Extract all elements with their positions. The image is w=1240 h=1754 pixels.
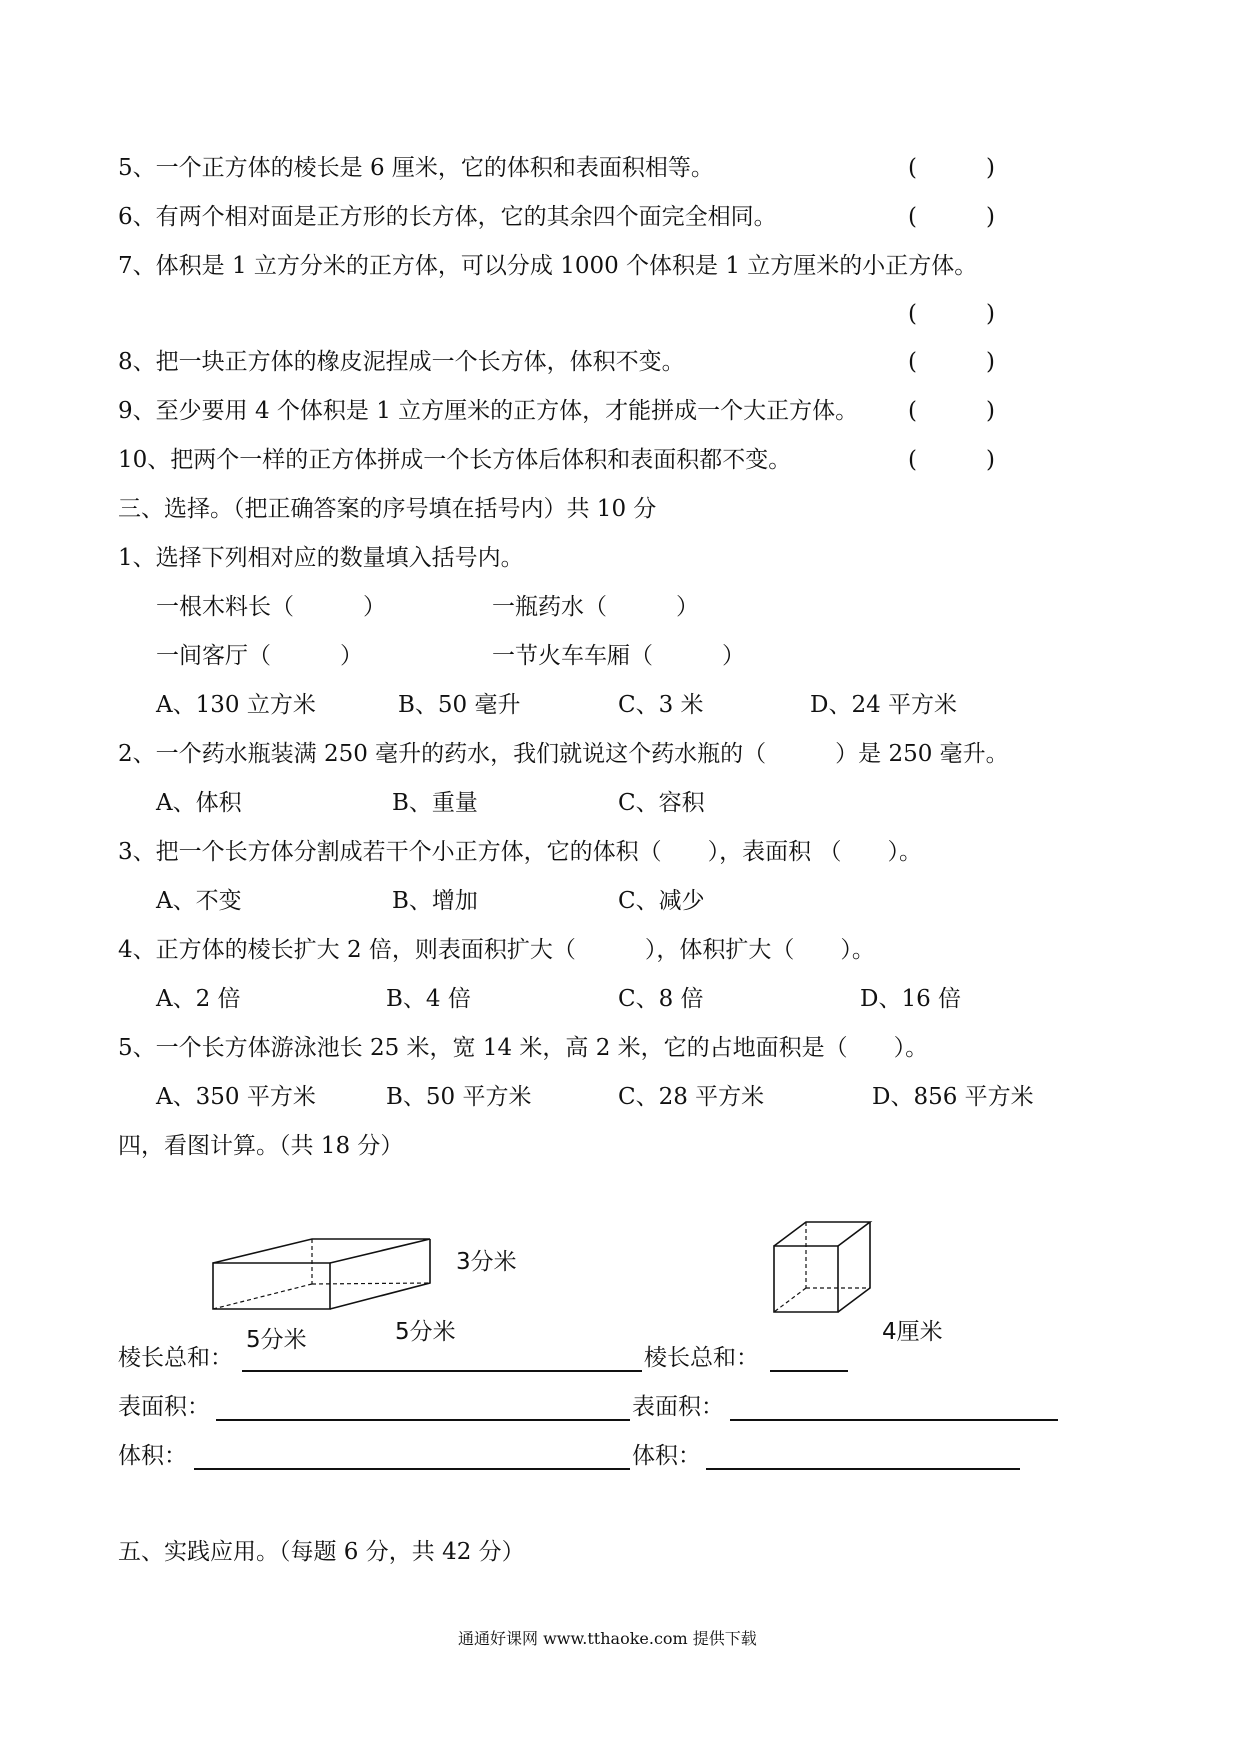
edge-sum-answer-line-right[interactable] (770, 1370, 848, 1372)
edge-sum-answer-line-left[interactable] (242, 1370, 642, 1372)
choice-q5-stem: 5、一个长方体游泳池长 25 米，宽 14 米，高 2 米，它的占地面积是（ ）。 (118, 1035, 929, 1061)
q1-blank-carriage[interactable]: 一节火车车厢（ ） (492, 643, 745, 669)
judge-item-9: 9、至少要用 4 个体积是 1 立方厘米的正方体，才能拼成一个大正方体。 (118, 398, 859, 424)
q3-option-b: B、增加 (392, 888, 478, 914)
q5-option-c: C、28 平方米 (618, 1084, 765, 1110)
volume-answer-line-left[interactable] (194, 1468, 630, 1470)
q4-option-b: B、4 倍 (386, 986, 471, 1012)
volume-answer-line-right[interactable] (706, 1468, 1020, 1470)
answer-paren[interactable]: ( ) (908, 301, 995, 327)
q1-blank-room[interactable]: 一间客厅（ ） (156, 643, 363, 669)
q4-option-a: A、2 倍 (156, 986, 241, 1012)
choice-q1-stem: 1、选择下列相对应的数量填入括号内。 (118, 545, 524, 571)
volume-label-right: 体积： (632, 1443, 701, 1469)
q1-option-a: A、130 立方米 (156, 692, 316, 718)
judge-item-5: 5、一个正方体的棱长是 6 厘米，它的体积和表面积相等。 (118, 155, 714, 181)
cube-edge-label: 4厘米 (882, 1319, 943, 1345)
q1-option-d: D、24 平方米 (810, 692, 958, 718)
judge-item-8: 8、把一块正方体的橡皮泥捏成一个长方体，体积不变。 (118, 349, 685, 375)
judge-item-6: 6、有两个相对面是正方形的长方体，它的其余四个面完全相同。 (118, 204, 777, 230)
q2-option-a: A、体积 (156, 790, 242, 816)
q1-option-c: C、3 米 (618, 692, 704, 718)
q1-option-b: B、50 毫升 (398, 692, 521, 718)
q3-option-c: C、减少 (618, 888, 705, 914)
answer-paren[interactable]: ( ) (908, 398, 995, 424)
q5-option-b: B、50 平方米 (386, 1084, 532, 1110)
cube-figure (768, 1218, 898, 1338)
judge-item-10: 10、把两个一样的正方体拼成一个长方体后体积和表面积都不变。 (118, 447, 792, 473)
q3-option-a: A、不变 (156, 888, 242, 914)
answer-paren[interactable]: ( ) (908, 447, 995, 473)
choice-q4-stem: 4、正方体的棱长扩大 2 倍，则表面积扩大（ ），体积扩大（ ）。 (118, 937, 875, 963)
q4-option-d: D、16 倍 (860, 986, 962, 1012)
q5-option-d: D、856 平方米 (872, 1084, 1034, 1110)
q1-blank-wood[interactable]: 一根木料长（ ） (156, 594, 386, 620)
edge-sum-label-left: 棱长总和： (118, 1345, 233, 1371)
q2-option-c: C、容积 (618, 790, 705, 816)
choice-q2-stem: 2、一个药水瓶装满 250 毫升的药水，我们就说这个药水瓶的（ ）是 250 毫升。 (118, 741, 1009, 767)
cuboid-length-label: 5分米 (395, 1319, 456, 1345)
edge-sum-label-right: 棱长总和： (644, 1345, 759, 1371)
surface-answer-line-left[interactable] (216, 1419, 630, 1421)
cuboid-height-label: 3分米 (456, 1249, 517, 1275)
volume-label-left: 体积： (118, 1443, 187, 1469)
q4-option-c: C、8 倍 (618, 986, 704, 1012)
answer-paren[interactable]: ( ) (908, 155, 995, 181)
cuboid-width-label: 5分米 (246, 1327, 307, 1353)
judge-item-7: 7、体积是 1 立方分米的正方体，可以分成 1000 个体积是 1 立方厘米的小正方体。 (118, 253, 978, 279)
section-heading-choice: 三、选择。（把正确答案的序号填在括号内）共 10 分 (118, 496, 657, 522)
surface-label-left: 表面积： (118, 1394, 210, 1420)
q5-option-a: A、350 平方米 (156, 1084, 316, 1110)
answer-paren[interactable]: ( ) (908, 204, 995, 230)
page-footer: 通通好课网 www.tthaoke.com 提供下载 (458, 1629, 757, 1648)
choice-q3-stem: 3、把一个长方体分割成若干个小正方体，它的体积（ ），表面积 （ ）。 (118, 839, 922, 865)
answer-paren[interactable]: ( ) (908, 349, 995, 375)
surface-answer-line-right[interactable] (730, 1419, 1058, 1421)
section-heading-figures: 四，看图计算。（共 18 分） (118, 1133, 404, 1159)
q1-blank-medicine[interactable]: 一瓶药水（ ） (492, 594, 699, 620)
surface-label-right: 表面积： (632, 1394, 724, 1420)
q2-option-b: B、重量 (392, 790, 478, 816)
section-heading-practice: 五、实践应用。（每题 6 分，共 42 分） (118, 1539, 525, 1565)
